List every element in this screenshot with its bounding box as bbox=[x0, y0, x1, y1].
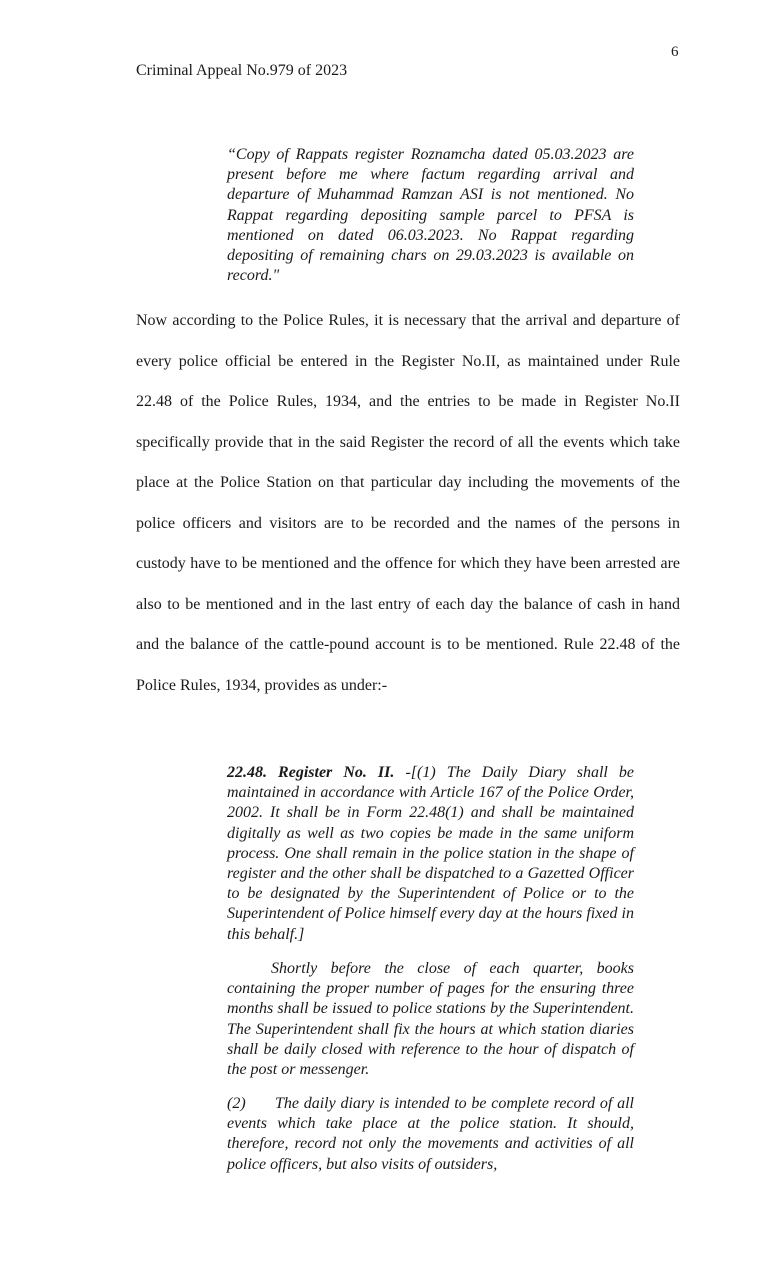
rule-clause-1 bbox=[227, 763, 634, 945]
body-paragraph: Now according to the Police Rules, it is necessary that the arrival and departure of every police official be entered in the Register No.II, as maintained under Rule 22.48 of the Police Rules, 1934, and the entries to be made in Register No.II specifically provide that in the said Register the record of all the events which take place at the Police Station on that particular day including the movements of the police officers and visitors are to be recorded and the names of the persons in custody have to be mentioned and the offence for which they have been arrested are also to be mentioned and in the last entry of each day the balance of cash in hand and the balance of the cattle-pound account is to be mentioned. Rule 22.48 of the Police Rules, 1934, provides as under:- bbox=[136, 312, 680, 694]
rule-clause-1-text: -[(1) The Daily Diary shall be maintained in accordance with Article 167 of the Police Order, 2002. It shall be in Form 22.48(1) and shall be maintained digitally as well as two copies be made in the same uniform process. One shall remain in the police station in the shape of register and the other shall be dispatched to a Gazetted Officer to be designated by the Superintendent of Police or to the Superintendent of Police himself every day at the hours fixed in this behalf.] bbox=[227, 764, 634, 943]
rule-heading: 22.48. Register No. II. bbox=[227, 764, 395, 781]
page-number: 6 bbox=[671, 44, 679, 60]
rule-clause-1-continuation: Shortly before the close of each quarter, books containing the proper number of pages for the ensuring three months shall be issued to police stations by the Superintendent. The Superintendent shall fix the hours at which station diaries shall be daily closed with reference to the hour of dispatch of the post or messenger. bbox=[227, 960, 634, 1079]
case-title: Criminal Appeal No.979 of 2023 bbox=[136, 62, 348, 79]
rule-clause-2-text: The daily diary is intended to be complete record of all events which take place at the police station. It should, therefore, record not only the movements and activities of all police officers, but also visits of outsiders, bbox=[227, 1095, 634, 1173]
quoted-finding: “Copy of Rappats register Roznamcha dated 05.03.2023 are present before me where factum regarding arrival and departure of Muhammad Ramzan ASI is not mentioned. No Rappat regarding depositing sample parcel to PFSA is mentioned on dated 06.03.2023. No Rappat regarding depositing of remaining chars on 29.03.2023 is available on record." bbox=[227, 146, 634, 285]
rule-clause-2 bbox=[227, 1094, 634, 1175]
rule-clause-2-number: (2) bbox=[227, 1095, 246, 1112]
